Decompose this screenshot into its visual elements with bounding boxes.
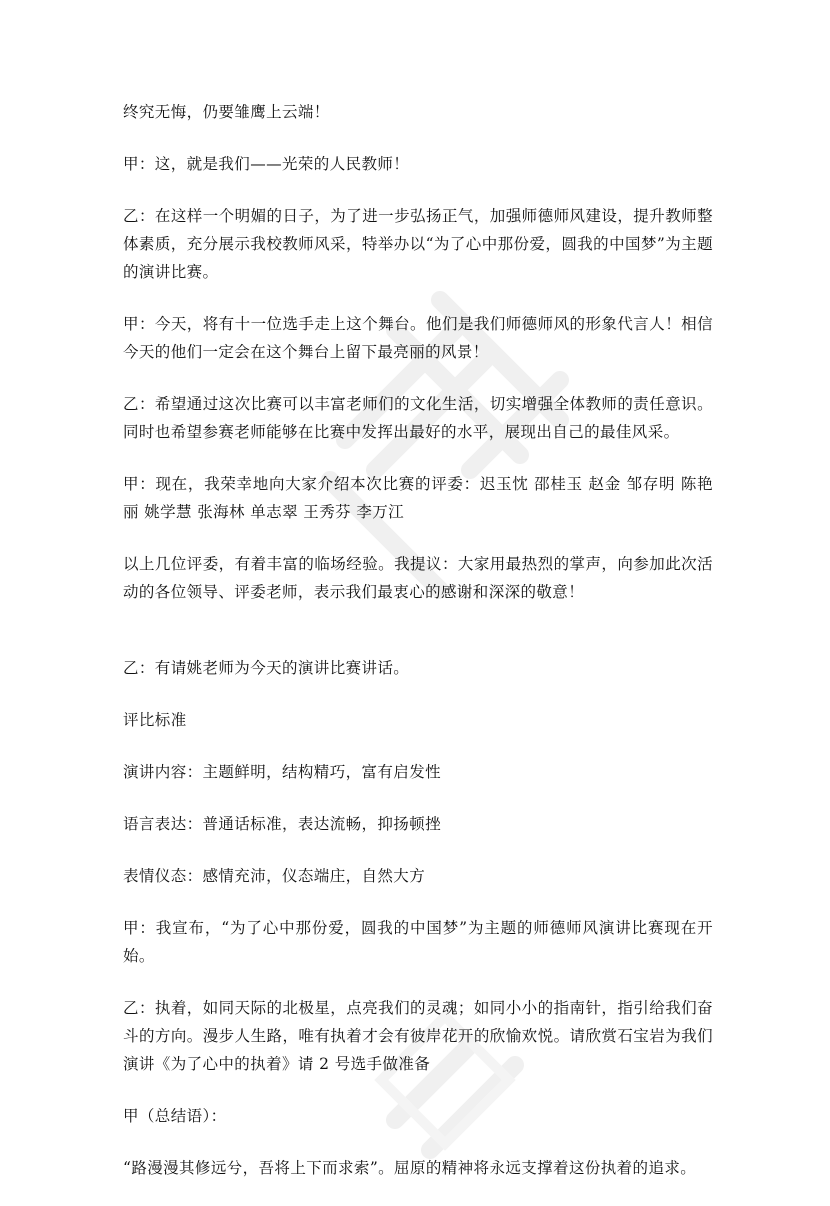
paragraph: 乙：在这样一个明媚的日子，为了进一步弘扬正气，加强师德师风建设，提升教师整体素质，充分展示我校教师风采，特举办以“为了心中那份爱，圆我的中国梦”为主题的演讲比赛。 [123, 207, 713, 281]
paragraph: 甲：这，就是我们——光荣的人民教师！ [123, 155, 410, 173]
paragraph: 甲：我宣布，“为了心中那份爱，圆我的中国梦”为主题的师德师风演讲比赛现在开始。 [123, 919, 713, 965]
paragraph: 甲：今天，将有十一位选手走上这个舞台。他们是我们师德师风的形象代言人！相信今天的他们一定会在这个舞台上留下最亮丽的风景！ [123, 315, 713, 361]
criteria-item: 语言表达：普通话标准，表达流畅，抑扬顿挫 [123, 815, 442, 833]
section-heading: 评比标准 [123, 711, 187, 729]
paragraph: 甲：现在，我荣幸地向大家介绍本次比赛的评委：迟玉忱 邵桂玉 赵金 邹存明 陈艳丽 姚学慧 张海林 单志翠 王秀芬 李万江 [123, 475, 713, 521]
paragraph: 甲（总结语）： [123, 1107, 227, 1125]
criteria-item: 表情仪态：感情充沛，仪态端庄，自然大方 [123, 867, 426, 885]
paragraph: “路漫漫其修远兮，吾将上下而求索”。屈原的精神将永远支撑着这份执着的追求。 [123, 1159, 697, 1177]
paragraph: 乙：希望通过这次比赛可以丰富老师们的文化生活，切实增强全体教师的责任意识。同时也希望参赛老师能够在比赛中发挥出最好的水平，展现出自己的最佳风采。 [123, 395, 713, 441]
paragraph: 以上几位评委，有着丰富的临场经验。我提议：大家用最热烈的掌声，向参加此次活动的各位领导、评委老师，表示我们最衷心的感谢和深深的敬意！ [123, 555, 713, 601]
document-body [123, 98, 713, 1206]
criteria-item: 演讲内容：主题鲜明，结构精巧，富有启发性 [123, 763, 442, 781]
paragraph: 终究无悔，仍要雏鹰上云端！ [123, 103, 330, 121]
paragraph: 乙：有请姚老师为今天的演讲比赛讲话。 [123, 659, 410, 677]
paragraph: 乙：执着，如同天际的北极星，点亮我们的灵魂；如同小小的指南针，指引给我们奋斗的方向。漫步人生路，唯有执着才会有彼岸花开的欣愉欢悦。请欣赏石宝岩为我们演讲《为了心中的执着》请 2 号选手做准备 [123, 999, 713, 1073]
